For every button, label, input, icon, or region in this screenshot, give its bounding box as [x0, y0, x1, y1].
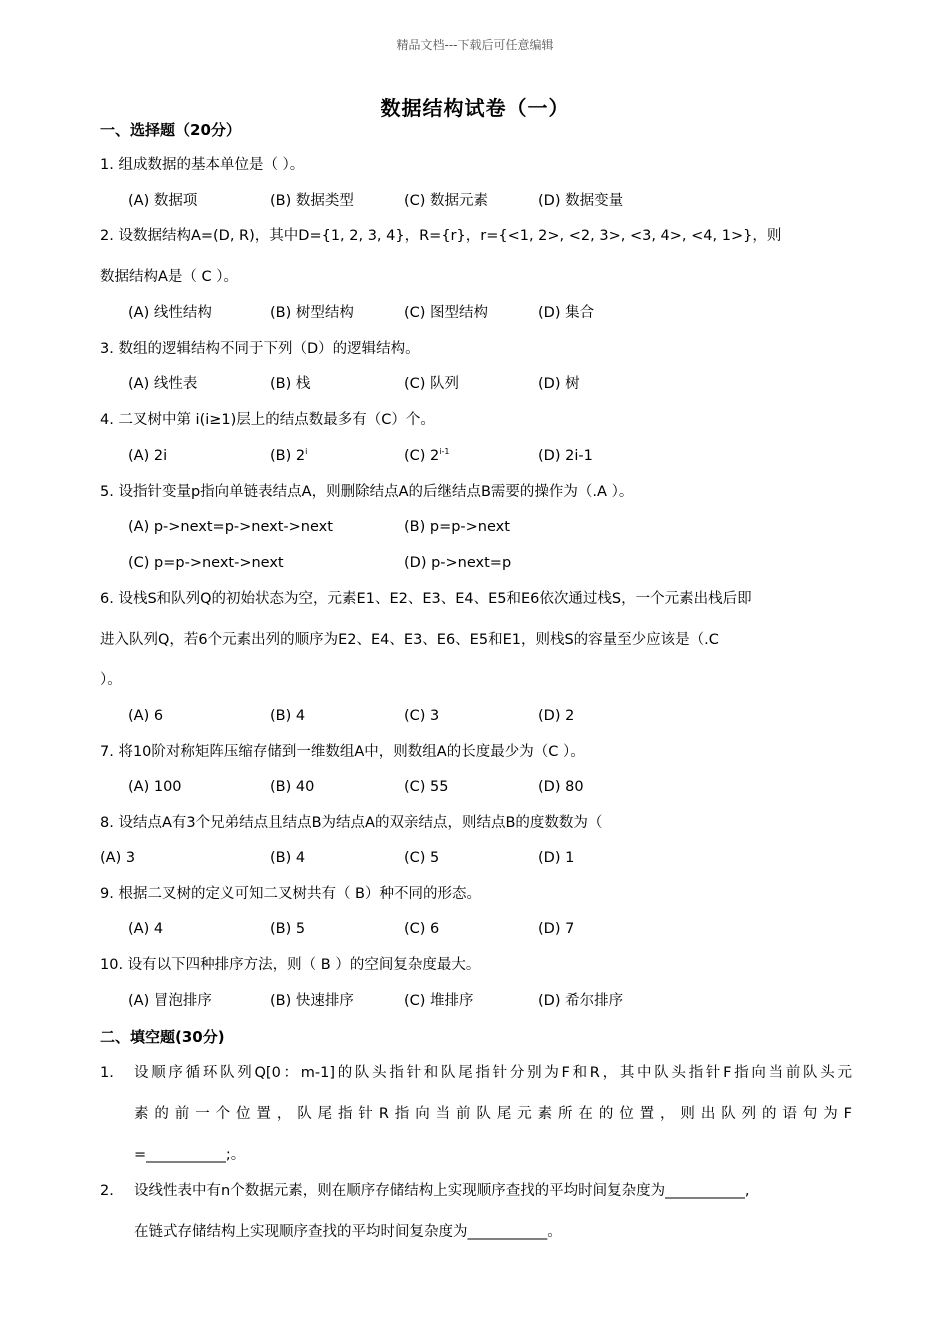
question-4: 4. 二叉树中第 i(i≥1)层上的结点数最多有（C）个。	[100, 412, 435, 428]
question-5: 5. 设指针变量p指向单链表结点A，则删除结点A的后继结点B需要的操作为（.A ）。	[100, 484, 634, 500]
option-b: (B) 树型结构	[270, 305, 354, 321]
fill-question-1-cont: 素的前一个位置，队尾指针R指向当前队尾元素所在的位置，则出队列的语句为F	[134, 1106, 852, 1122]
fill-question-1: 设顺序循环队列Q[0：m-1]的队头指针和队尾指针分别为F和R，其中队头指针F指向当前队头元	[134, 1065, 852, 1081]
option-c: (C) 55	[404, 779, 449, 795]
fill-question-2-cont: 在链式存储结构上实现顺序查找的平均时间复杂度为___________。	[134, 1224, 562, 1240]
option-d: (D) 集合	[538, 305, 595, 321]
question-6-cont2: ）。	[100, 672, 122, 688]
option-b: (B) p=p->next	[404, 519, 510, 535]
option-a: (A) 冒泡排序	[128, 993, 212, 1009]
option-a: (A) p->next=p->next->next	[128, 519, 333, 535]
option-b: (B) 40	[270, 779, 315, 795]
option-c: (C) p=p->next->next	[128, 555, 284, 571]
option-b: (B) 2$^i$	[270, 447, 308, 464]
question-6: 6. 设栈S和队列Q的初始状态为空，元素E1、E2、E3、E4、E5和E6依次通过栈S，一个元素出栈后即	[100, 591, 752, 607]
option-a: (A) 2i	[128, 448, 168, 464]
question-2-cont: 数据结构A是（ C ）。	[100, 269, 239, 285]
option-a: (A) 4	[128, 921, 164, 937]
superscript: i-1	[439, 447, 450, 456]
option-c: (C) 6	[404, 921, 440, 937]
option-d: (D) 数据变量	[538, 193, 624, 209]
question-6-cont: 进入队列Q，若6个元素出列的顺序为E2、E4、E3、E6、E5和E1，则栈S的容量至少应该是（.C	[100, 632, 719, 648]
question-10: 10. 设有以下四种排序方法，则（ B ）的空间复杂度最大。	[100, 957, 481, 973]
option-c: (C) 图型结构	[404, 305, 489, 321]
option-d: (D) 7	[538, 921, 575, 937]
option-d: (D) 2i-1	[538, 448, 593, 464]
fill-question-2: 设线性表中有n个数据元素，则在顺序存储结构上实现顺序查找的平均时间复杂度为___________,	[134, 1183, 750, 1199]
section-heading-choice: 一、选择题（20分）	[100, 121, 241, 139]
option-d: (D) 80	[538, 779, 584, 795]
option-b: (B) 数据类型	[270, 193, 354, 209]
option-c: (C) 队列	[404, 376, 460, 392]
question-1: 1. 组成数据的基本单位是（ ）。	[100, 157, 305, 173]
option-d: (D) 1	[538, 850, 575, 866]
option-a: (A) 数据项	[128, 193, 198, 209]
option-a: (A) 线性结构	[128, 305, 212, 321]
section-heading-fill: 二、填空题(30分)	[100, 1028, 225, 1046]
option-d: (D) 希尔排序	[538, 993, 624, 1009]
question-7: 7. 将10阶对称矩阵压缩存储到一维数组A中，则数组A的长度最少为（C ）。	[100, 744, 585, 760]
fill-number-2: 2.	[100, 1183, 114, 1199]
fill-number-1: 1.	[100, 1065, 114, 1081]
option-b: (B) 5	[270, 921, 306, 937]
option-c: (C) 堆排序	[404, 993, 474, 1009]
question-8: 8. 设结点A有3个兄弟结点且结点B为结点A的双亲结点，则结点B的度数数为（	[100, 815, 603, 831]
question-2: 2. 设数据结构A=(D, R)，其中D={1, 2, 3, 4}，R={r}，r={<1, 2>, <2, 3>, <3, 4>, <4, 1>}，则	[100, 228, 782, 244]
option-b: (B) 4	[270, 850, 306, 866]
option-a: (A) 线性表	[128, 376, 198, 392]
option-b: (B) 4	[270, 708, 306, 724]
question-9: 9. 根据二叉树的定义可知二叉树共有（ B）种不同的形态。	[100, 886, 481, 902]
option-c: (C) 数据元素	[404, 193, 489, 209]
option-b: (B) 快速排序	[270, 993, 354, 1009]
option-b: (B) 栈	[270, 376, 311, 392]
question-3: 3. 数组的逻辑结构不同于下列（D）的逻辑结构。	[100, 341, 420, 357]
option-c: (C) 2$^{i-1}$	[404, 447, 450, 464]
document-title: 数据结构试卷（一）	[380, 96, 570, 120]
option-a: (A) 100	[128, 779, 182, 795]
fill-question-1-blank: =___________;。	[134, 1147, 246, 1163]
option-a: (A) 6	[128, 708, 164, 724]
option-d: (D) 2	[538, 708, 575, 724]
option-d: (D) p->next=p	[404, 555, 512, 571]
superscript: i	[305, 447, 308, 456]
option-c: (C) 3	[404, 708, 440, 724]
page-header: 精品文档---下载后可任意编辑	[396, 38, 554, 52]
option-d: (D) 树	[538, 376, 580, 392]
option-c: (C) 5	[404, 850, 440, 866]
option-a: (A) 3	[100, 850, 136, 866]
